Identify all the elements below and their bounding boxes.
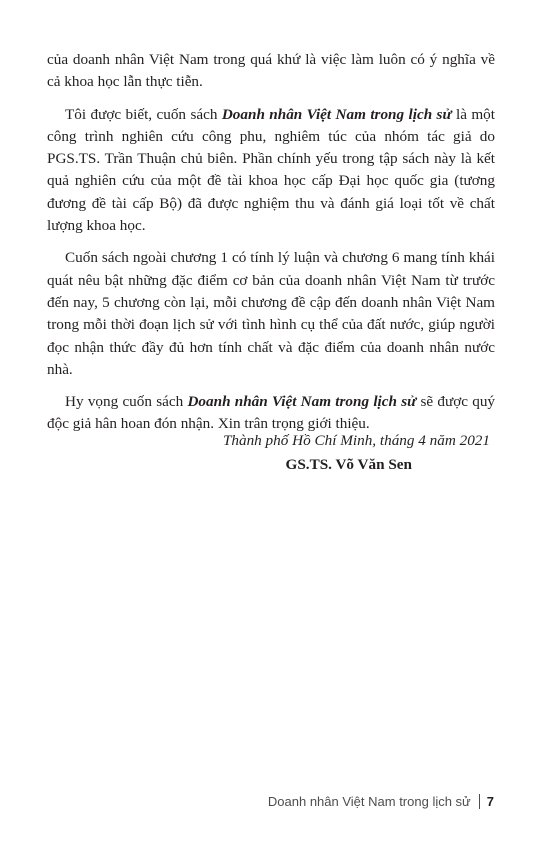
body-text xyxy=(47,49,495,446)
paragraph-4 xyxy=(47,391,495,436)
paragraph-1: của doanh nhân Việt Nam trong quá khứ là việc làm luôn có ý nghĩa về cả khoa học lẫn thực tiễn. xyxy=(47,51,495,91)
running-title: Doanh nhân Việt Nam trong lịch sử xyxy=(267,794,471,809)
paragraph-2-after: là một công trình nghiên cứu công phu, nghiêm túc của nhóm tác giả do PGS.TS. Trần Thuận chủ biên. Phần chính yếu trong tập sách này là kết quả nghiên cứu của một đề tài khoa học cấp Đại học quốc gia (tương đương đề tài cấp Bộ) đã được nghiệm thu và đánh giá loại tốt về chất lượng khoa học. xyxy=(47,105,495,235)
book-title-emphasis: Doanh nhân Việt Nam trong lịch sử xyxy=(187,393,417,411)
paragraph-2 xyxy=(47,104,495,238)
signature-author: GS.TS. Võ Văn Sen xyxy=(285,456,412,473)
page-footer xyxy=(268,794,494,809)
page-number: 7 xyxy=(486,794,494,809)
book-title-emphasis: Doanh nhân Việt Nam trong lịch sử xyxy=(221,105,452,123)
footer-divider xyxy=(479,794,480,809)
paragraph-4-after: sẽ được quý độc giả hân hoan đón nhận. Xin trân trọng giới thiệu. xyxy=(47,393,496,433)
paragraph-3: Cuốn sách ngoài chương 1 có tính lý luận và chương 6 mang tính khái quát nêu bật những đặc điểm cơ bản của doanh nhân Việt Nam từ trước đến nay, 5 chương còn lại, mỗi chương đề cập đến doanh nhân Việt Nam trong mỗi thời đoạn lịch sử với tình hình cụ thể của đất nước, giúp người đọc nhận thức đầy đủ hơn tính chất và đặc điểm của doanh nhân nước nhà. xyxy=(47,249,495,378)
paragraph-4-before: Hy vọng cuốn sách xyxy=(65,393,188,411)
paragraph-2-before: Tôi được biết, cuốn sách xyxy=(65,105,222,123)
signature-place-date: Thành phố Hồ Chí Minh, tháng 4 năm 2021 xyxy=(222,432,490,449)
